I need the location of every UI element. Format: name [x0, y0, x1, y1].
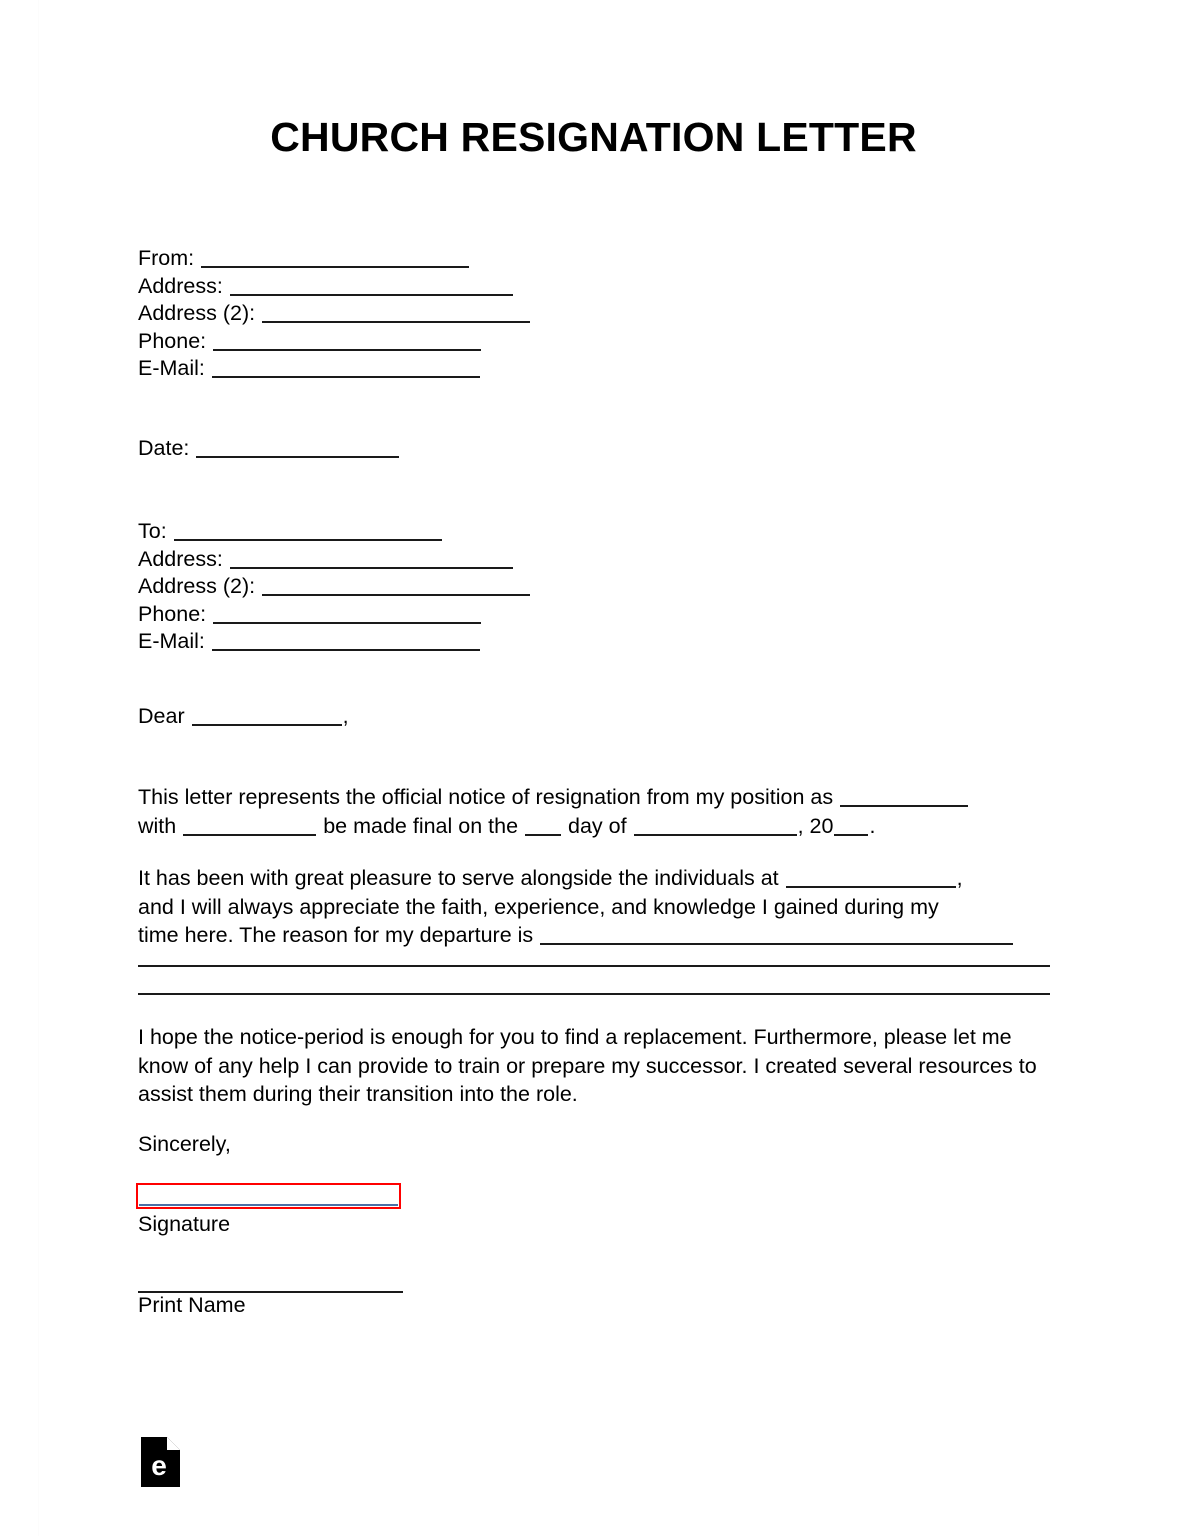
page-title: CHURCH RESIGNATION LETTER	[270, 114, 917, 160]
recipient-to-label: To:	[138, 519, 167, 543]
sender-field-email	[138, 355, 531, 383]
salutation	[138, 703, 349, 731]
paragraph-2-text-a: It has been with great pleasure to serve alongside the individuals at	[138, 866, 779, 890]
sender-field-phone	[138, 328, 531, 356]
recipient-to-blank[interactable]	[174, 524, 442, 541]
reason-blank-1[interactable]	[540, 928, 1013, 945]
recipient-field-phone	[138, 601, 531, 629]
date-field	[138, 435, 400, 463]
paragraph-2-line-3	[138, 921, 1053, 950]
year-blank[interactable]	[834, 819, 868, 836]
recipient-address-blank[interactable]	[230, 552, 513, 569]
closing-sincerely: Sincerely,	[138, 1132, 231, 1156]
signature-field[interactable]	[136, 1183, 401, 1209]
sender-phone-blank[interactable]	[213, 334, 481, 351]
sender-phone-label: Phone:	[138, 328, 207, 353]
paragraph-1-text-e: , 20	[797, 813, 834, 838]
sender-from-blank[interactable]	[201, 251, 469, 268]
salutation-greeting: Dear	[138, 704, 185, 728]
document-page-icon	[141, 1437, 180, 1487]
salutation-comma: ,	[342, 704, 349, 728]
recipient-block	[138, 518, 531, 656]
recipient-field-to	[138, 518, 531, 546]
reason-blank-2[interactable]	[138, 965, 1050, 967]
paragraph-1-text-f: .	[869, 813, 876, 838]
recipient-email-label: E-Mail:	[138, 629, 205, 653]
date-blank[interactable]	[196, 441, 399, 458]
recipient-phone-label: Phone:	[138, 601, 207, 626]
recipient-field-address2	[138, 573, 531, 601]
eforms-logo	[141, 1437, 180, 1487]
recipient-field-address	[138, 546, 531, 574]
sender-address2-blank[interactable]	[262, 306, 530, 323]
paragraph-appreciation	[138, 864, 1053, 950]
paragraph-1-line-1	[138, 783, 1053, 812]
recipient-field-email	[138, 628, 531, 656]
sender-field-from	[138, 245, 531, 273]
sender-email-blank[interactable]	[212, 361, 480, 378]
date-label: Date:	[138, 436, 190, 460]
salutation-name-blank[interactable]	[192, 709, 342, 726]
reason-blank-3[interactable]	[138, 993, 1050, 995]
logo-letter-e: e	[151, 1450, 167, 1481]
print-name-label: Print Name	[138, 1293, 246, 1317]
church-name-blank[interactable]	[786, 871, 956, 888]
signature-line	[139, 1204, 398, 1206]
paragraph-2-line-2: and I will always appreciate the faith, experience, and knowledge I gained during my	[138, 894, 939, 919]
signature-label: Signature	[138, 1212, 231, 1236]
sender-field-address	[138, 273, 531, 301]
sender-address-label: Address:	[138, 273, 223, 298]
month-blank[interactable]	[634, 819, 797, 836]
sender-address-blank[interactable]	[230, 279, 513, 296]
sender-field-address2	[138, 300, 531, 328]
sender-from-label: From:	[138, 246, 195, 270]
paragraph-1-line-2	[138, 812, 1053, 841]
organization-blank[interactable]	[183, 819, 316, 836]
page-gutter-line	[38, 0, 39, 1536]
paragraph-resignation-notice	[138, 783, 1053, 840]
paragraph-1-text-d: day of	[568, 813, 627, 838]
sender-email-label: E-Mail:	[138, 356, 205, 380]
recipient-phone-blank[interactable]	[213, 607, 481, 624]
day-blank[interactable]	[525, 819, 561, 836]
paragraph-2-line-1	[138, 864, 1053, 893]
paragraph-2-comma: ,	[956, 866, 963, 890]
paragraph-2-text-b: time here. The reason for my departure is	[138, 923, 534, 947]
paragraph-transition-offer: I hope the notice-period is enough for you to find a replacement. Furthermore, please let me know of any help I can provide to train or prepare my successor. I created several resources to assist them during their transition into the role.	[138, 1025, 1037, 1106]
recipient-address-label: Address:	[138, 546, 223, 571]
recipient-address2-blank[interactable]	[262, 579, 530, 596]
sender-address2-label: Address (2):	[138, 301, 256, 325]
position-blank[interactable]	[840, 790, 968, 807]
paragraph-1-text-a: This letter represents the official notice of resignation from my position as	[138, 785, 834, 809]
paragraph-1-text-c: be made final on the	[323, 813, 519, 838]
sender-block	[138, 245, 531, 383]
date-block	[138, 435, 400, 463]
recipient-address2-label: Address (2):	[138, 574, 256, 598]
recipient-email-blank[interactable]	[212, 634, 480, 651]
paragraph-1-text-b: with	[138, 813, 177, 838]
